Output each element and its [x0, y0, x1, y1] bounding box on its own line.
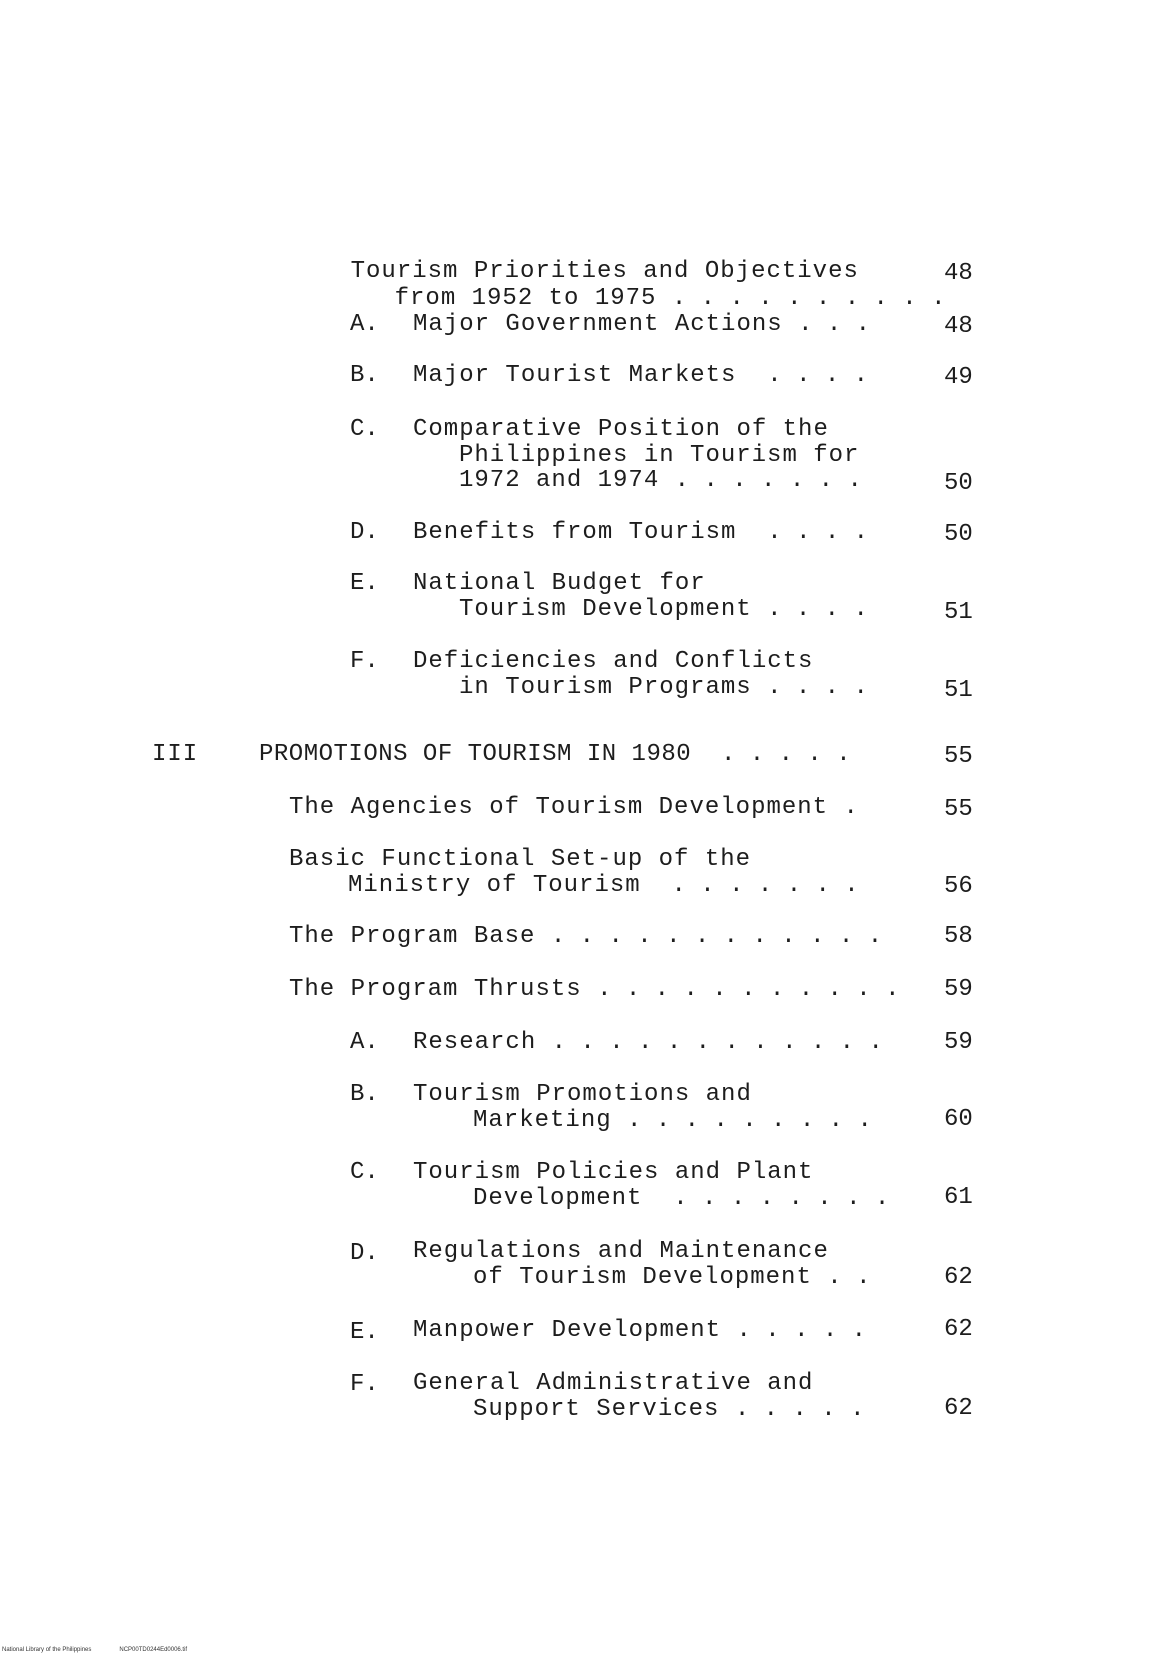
entry-line: Major Government Actions	[413, 311, 783, 338]
entry-line: Comparative Position of the	[413, 416, 829, 443]
entry-line: Tourism Promotions and	[413, 1081, 752, 1108]
page-number: 49	[944, 364, 973, 391]
leader-dots: . . .	[798, 311, 871, 338]
leader-dots: . . . . . . . . .	[627, 1107, 872, 1134]
entry-line: Benefits from Tourism	[413, 519, 737, 546]
item-letter: D.	[350, 1240, 379, 1267]
toc-item	[413, 1317, 866, 1344]
leader-dots: . .	[827, 1264, 871, 1291]
leader-dots: . . . . .	[736, 1317, 867, 1344]
leader-dots: . . . . . . .	[674, 467, 862, 494]
page-number: 50	[944, 470, 973, 497]
entry-line: Manpower Development	[413, 1317, 722, 1344]
chapter-title	[259, 741, 851, 768]
toc-item	[413, 311, 870, 338]
entry-line: Tourism Priorities and Objectives	[350, 258, 859, 285]
item-letter: B.	[350, 362, 379, 389]
item-letter: F.	[350, 1371, 379, 1398]
toc-item	[413, 519, 868, 546]
toc-item-cont	[459, 467, 862, 494]
entry-line: Development	[473, 1185, 643, 1212]
leader-dots: .	[843, 794, 858, 821]
item-letter: E.	[350, 1319, 379, 1346]
toc-item-cont	[459, 442, 859, 469]
library-label: National Library of the Philippines	[2, 1647, 92, 1653]
toc-item-cont	[473, 1396, 864, 1423]
toc-item	[413, 362, 868, 389]
entry-line: Tourism Policies and Plant	[413, 1159, 814, 1186]
chapter-numeral: III	[152, 741, 199, 768]
leader-dots: . . . . . . . . . . .	[597, 976, 900, 1003]
toc-item	[413, 570, 706, 597]
item-letter: A.	[350, 311, 379, 338]
file-id: NCP00TD0244Ed0006.tif	[119, 1647, 188, 1653]
toc-item	[413, 1159, 813, 1186]
entry-line: Ministry of Tourism	[348, 872, 641, 899]
toc-item	[413, 416, 829, 443]
page-number: 59	[944, 976, 973, 1003]
entry-line: Research	[413, 1029, 537, 1056]
page-number: 62	[944, 1395, 973, 1422]
toc-item	[413, 648, 813, 675]
page-number: 48	[944, 313, 973, 340]
entry-line: The Program Base	[289, 923, 536, 950]
toc-entry-cont	[348, 872, 859, 899]
entry-line: Marketing	[473, 1107, 612, 1134]
toc-item-cont	[459, 674, 868, 701]
entry-line: General Administrative and	[413, 1370, 814, 1397]
toc-item	[413, 1081, 752, 1108]
leader-dots: . . . .	[767, 596, 868, 623]
scan-footer	[2, 1646, 215, 1654]
item-letter: D.	[350, 519, 379, 546]
page-number: 61	[944, 1184, 973, 1211]
leader-dots: . . . . . . . .	[673, 1185, 890, 1212]
page-number: 48	[944, 260, 973, 287]
entry-line: The Agencies of Tourism Development	[289, 794, 829, 821]
entry-line: of Tourism Development	[473, 1264, 812, 1291]
toc-item	[413, 1029, 883, 1056]
item-letter: A.	[350, 1029, 379, 1056]
toc-item-cont	[459, 596, 868, 623]
leader-dots: . . . .	[767, 519, 869, 546]
entry-line: National Budget for	[413, 570, 706, 597]
toc-entry	[289, 794, 858, 821]
page-number: 51	[944, 599, 973, 626]
leader-dots: . . . . .	[734, 1396, 865, 1423]
toc-item-cont	[473, 1264, 870, 1291]
leader-dots: . . . . . . . . . .	[671, 285, 946, 312]
page-number: 55	[944, 743, 973, 770]
page-number: 62	[944, 1316, 973, 1343]
entry-line: Basic Functional Set-up of the	[289, 846, 752, 873]
entry-line: Support Services	[473, 1396, 720, 1423]
toc-entry	[289, 976, 900, 1003]
item-letter: C.	[350, 1159, 379, 1186]
entry-line: from 1952 to 1975	[394, 285, 657, 312]
page-number: 62	[944, 1264, 973, 1291]
leader-dots: . . . . .	[720, 741, 851, 768]
page-number: 50	[944, 521, 973, 548]
entry-line: Deficiencies and Conflicts	[413, 648, 814, 675]
page-number: 51	[944, 677, 973, 704]
entry-line: Tourism Development	[459, 596, 752, 623]
page-number: 55	[944, 796, 973, 823]
page-number: 56	[944, 873, 973, 900]
entry-line: in Tourism Programs	[459, 674, 752, 701]
entry-line: The Program Thrusts	[289, 976, 582, 1003]
leader-dots: . . . . . . . . . . . .	[551, 1029, 883, 1056]
entry-line: Major Tourist Markets	[413, 362, 737, 389]
item-letter: E.	[350, 570, 379, 597]
leader-dots: . . . .	[767, 674, 868, 701]
leader-dots: . . . . . . .	[671, 872, 859, 899]
entry-line: Regulations and Maintenance	[413, 1238, 829, 1265]
toc-item	[413, 1238, 829, 1265]
toc-item-cont	[473, 1185, 889, 1212]
page-number: 58	[944, 923, 973, 950]
entry-line: Philippines in Tourism for	[459, 442, 860, 469]
entry-line: PROMOTIONS OF TOURISM IN 1980	[259, 741, 692, 768]
toc-entry	[289, 846, 751, 873]
item-letter: F.	[350, 648, 379, 675]
page-number: 59	[944, 1029, 973, 1056]
toc-entry	[289, 923, 882, 950]
leader-dots: . . . .	[767, 362, 869, 389]
leader-dots: . . . . . . . . . . . .	[550, 923, 883, 950]
item-letter: C.	[350, 416, 379, 443]
page-number: 60	[944, 1106, 973, 1133]
entry-line: 1972 and 1974	[459, 467, 660, 494]
toc-item-cont	[473, 1107, 872, 1134]
item-letter: B.	[350, 1081, 379, 1108]
toc-item	[413, 1370, 813, 1397]
